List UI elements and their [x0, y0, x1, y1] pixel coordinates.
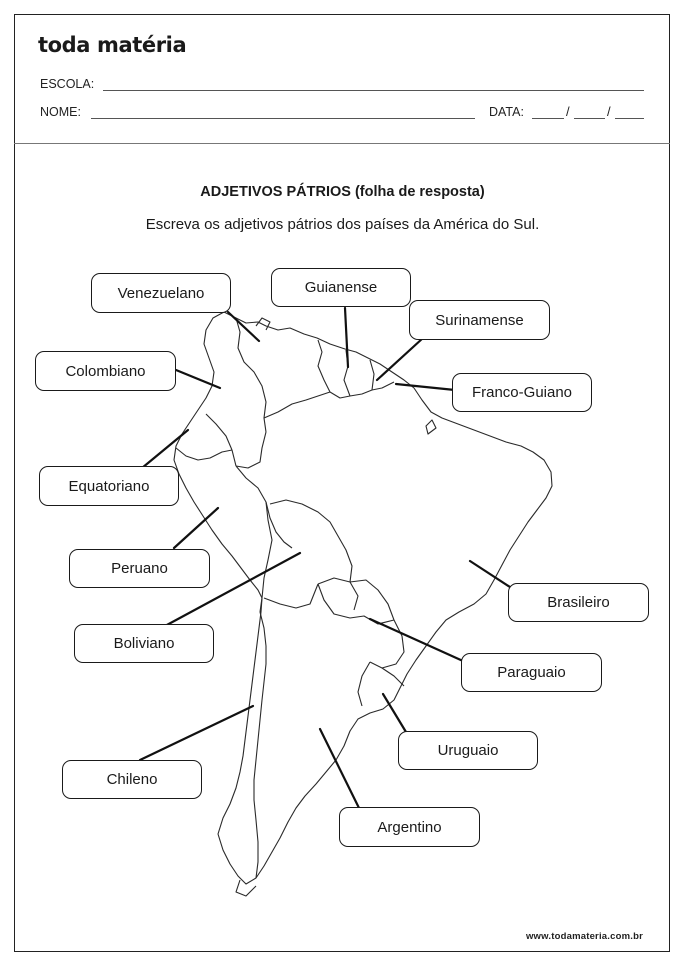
leader-line-chile — [140, 706, 253, 760]
border-bolivia-argentina — [264, 584, 318, 608]
name-label: NOME: — [40, 105, 81, 119]
border-venezuela-brazil — [264, 392, 330, 418]
label-venezuela: Venezuelano — [91, 273, 231, 313]
border-argentina-brazil — [382, 620, 404, 668]
border-peru-bolivia — [262, 502, 272, 598]
border-peru-brazil — [236, 466, 292, 548]
label-guyana: Guianense — [271, 268, 411, 307]
label-suriname: Surinamense — [409, 300, 550, 340]
school-label: ESCOLA: — [40, 77, 95, 91]
border-uruguay-brazil — [370, 662, 404, 686]
label-brazil: Brasileiro — [508, 583, 649, 622]
leader-line-peru — [174, 508, 218, 548]
label-chile: Chileno — [62, 760, 202, 799]
label-argentina: Argentino — [339, 807, 480, 847]
date-separator: / — [566, 104, 570, 119]
footer-url[interactable]: www.todamateria.com.br — [525, 931, 643, 942]
label-colombia: Colombiano — [35, 351, 176, 391]
label-ecuador: Equatoriano — [39, 466, 179, 506]
border-bolivia-paraguay — [318, 578, 358, 610]
leader-line-suriname — [377, 338, 423, 380]
border-colombia-venezuela — [236, 318, 266, 432]
leader-line-argentina — [320, 729, 359, 808]
coast-detail — [236, 880, 256, 896]
date-label: DATA: — [489, 105, 524, 119]
border-suriname-fguiana — [370, 360, 374, 390]
coast-detail — [426, 420, 436, 434]
border-colombia-ecuador — [206, 414, 232, 450]
leader-line-french-guiana — [396, 384, 455, 390]
border-colombia-brazil — [236, 432, 266, 468]
leader-line-venezuela — [228, 312, 259, 341]
label-paraguay: Paraguaio — [461, 653, 602, 692]
border-ecuador-peru — [176, 448, 232, 460]
border-venezuela-guyana — [318, 340, 330, 392]
label-french-guiana: Franco-Guiano — [452, 373, 592, 412]
label-uruguay: Uruguaio — [398, 731, 538, 770]
border-colombia-peru — [232, 450, 236, 466]
leader-line-paraguay — [370, 619, 463, 661]
date-separator: / — [607, 104, 611, 119]
brand-logo[interactable]: toda matéria — [38, 33, 187, 57]
border-guianas-brazil — [330, 382, 394, 398]
label-bolivia: Boliviano — [74, 624, 214, 663]
worksheet-instruction: Escreva os adjetivos pátrios dos países da América do Sul. — [145, 216, 540, 233]
border-bolivia-brazil — [270, 500, 352, 582]
border-argentina-uruguay — [358, 662, 370, 706]
leader-line-guyana — [345, 308, 348, 367]
leader-line-ecuador — [142, 430, 188, 468]
worksheet-title: ADJETIVOS PÁTRIOS (folha de resposta) — [200, 184, 485, 200]
label-peru: Peruano — [69, 549, 210, 588]
